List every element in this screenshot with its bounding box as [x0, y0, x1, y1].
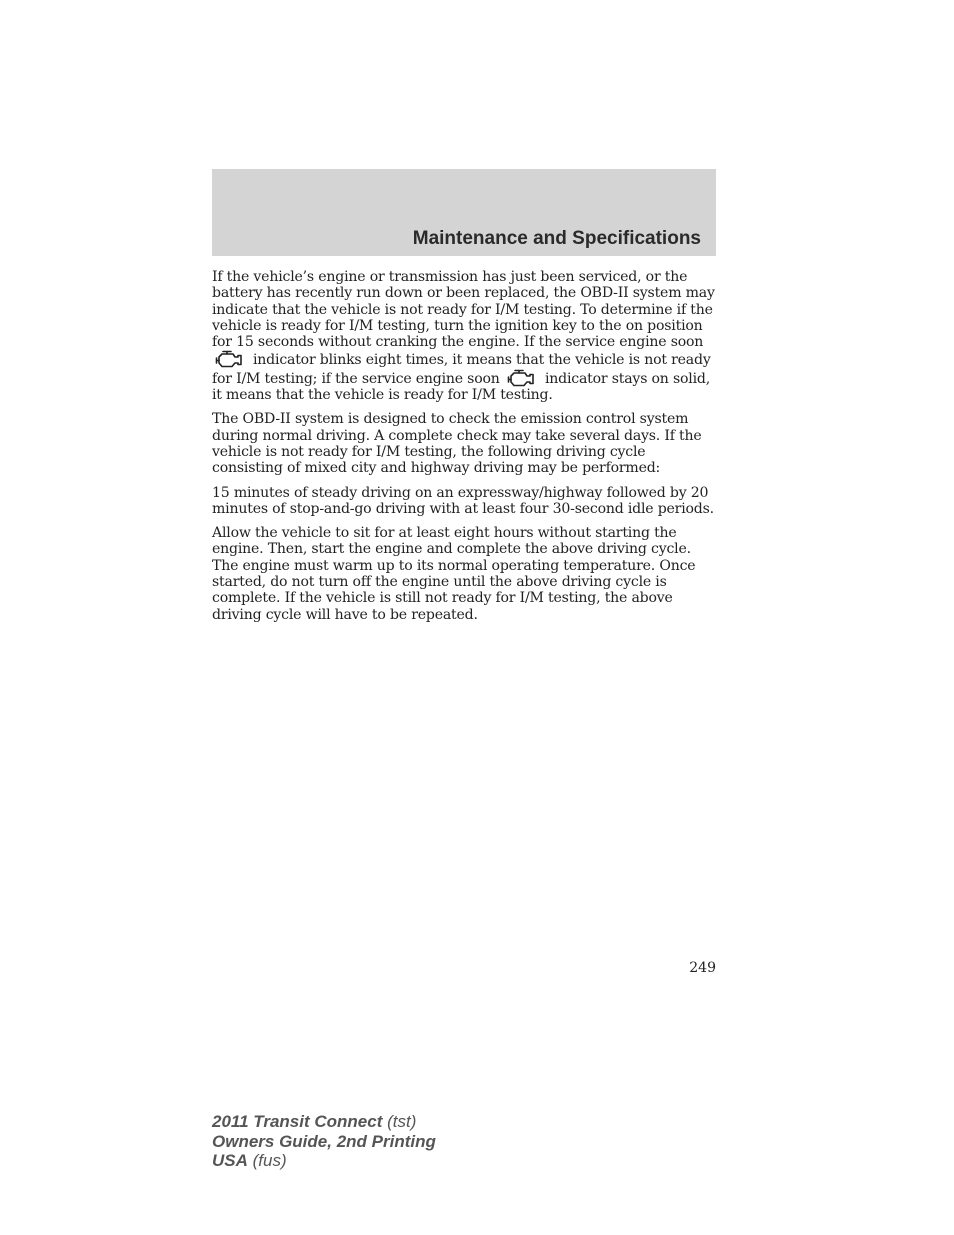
footer-model: 2011 Transit Connect	[212, 1112, 383, 1131]
page-number: 249	[689, 960, 716, 976]
footer-line-2	[212, 1132, 436, 1152]
footer-model-code: (tst)	[387, 1112, 417, 1131]
footer-guide: Owners Guide, 2nd Printing	[212, 1131, 436, 1151]
footer-market-code: (fus)	[252, 1151, 287, 1170]
paragraph-ready-check-part2: indicator blinks eight times, it means that the vehicle is not ready for I/M testing; if the service engine soon	[212, 352, 711, 387]
paragraph-ready-check-part1: If the vehicle’s engine or transmission has just been serviced, or the battery has recently run down or been replaced, the OBD-II system may indicate that the vehicle is not ready for I/M testing. To determine if the vehicle is ready for I/M testing, turn the ignition key to the on position for 15 seconds without cranking the engine. If the service engine soon	[212, 269, 715, 351]
paragraph-obd-system: The OBD-II system is designed to check the emission control system during normal driving. A complete check may take several days. If the vehicle is not ready for I/M testing, the following driving cycle consisting of mixed city and highway driving may be performed:	[212, 411, 702, 477]
footer	[212, 1112, 436, 1171]
paragraph-driving-cycle: 15 minutes of steady driving on an expressway/highway followed by 20 minutes of stop-and-go driving with at least four 30-second idle periods.	[212, 484, 714, 517]
paragraph-ready-check-part3: indicator stays on solid, it means that the vehicle is ready for I/M testing.	[212, 370, 710, 404]
body-text	[212, 269, 716, 631]
paragraph-sit-instructions: Allow the vehicle to sit for at least eight hours without starting the engine. Then, start the engine and complete the above driving cycle. The engine must warm up to its normal operating temperature. Once started, do not turn off the engine until the above driving cycle is complete. If the vehicle is still not ready for I/M testing, the above driving cycle will have to be repeated.	[212, 525, 696, 623]
check-engine-icon	[214, 350, 244, 368]
footer-line-3	[212, 1151, 436, 1171]
section-title: Maintenance and Specifications	[412, 228, 701, 249]
footer-line-1	[212, 1112, 436, 1132]
footer-market: USA	[212, 1151, 248, 1170]
section-header-band	[212, 169, 716, 256]
check-engine-icon	[506, 369, 536, 387]
paragraph-ready-check	[212, 269, 716, 403]
